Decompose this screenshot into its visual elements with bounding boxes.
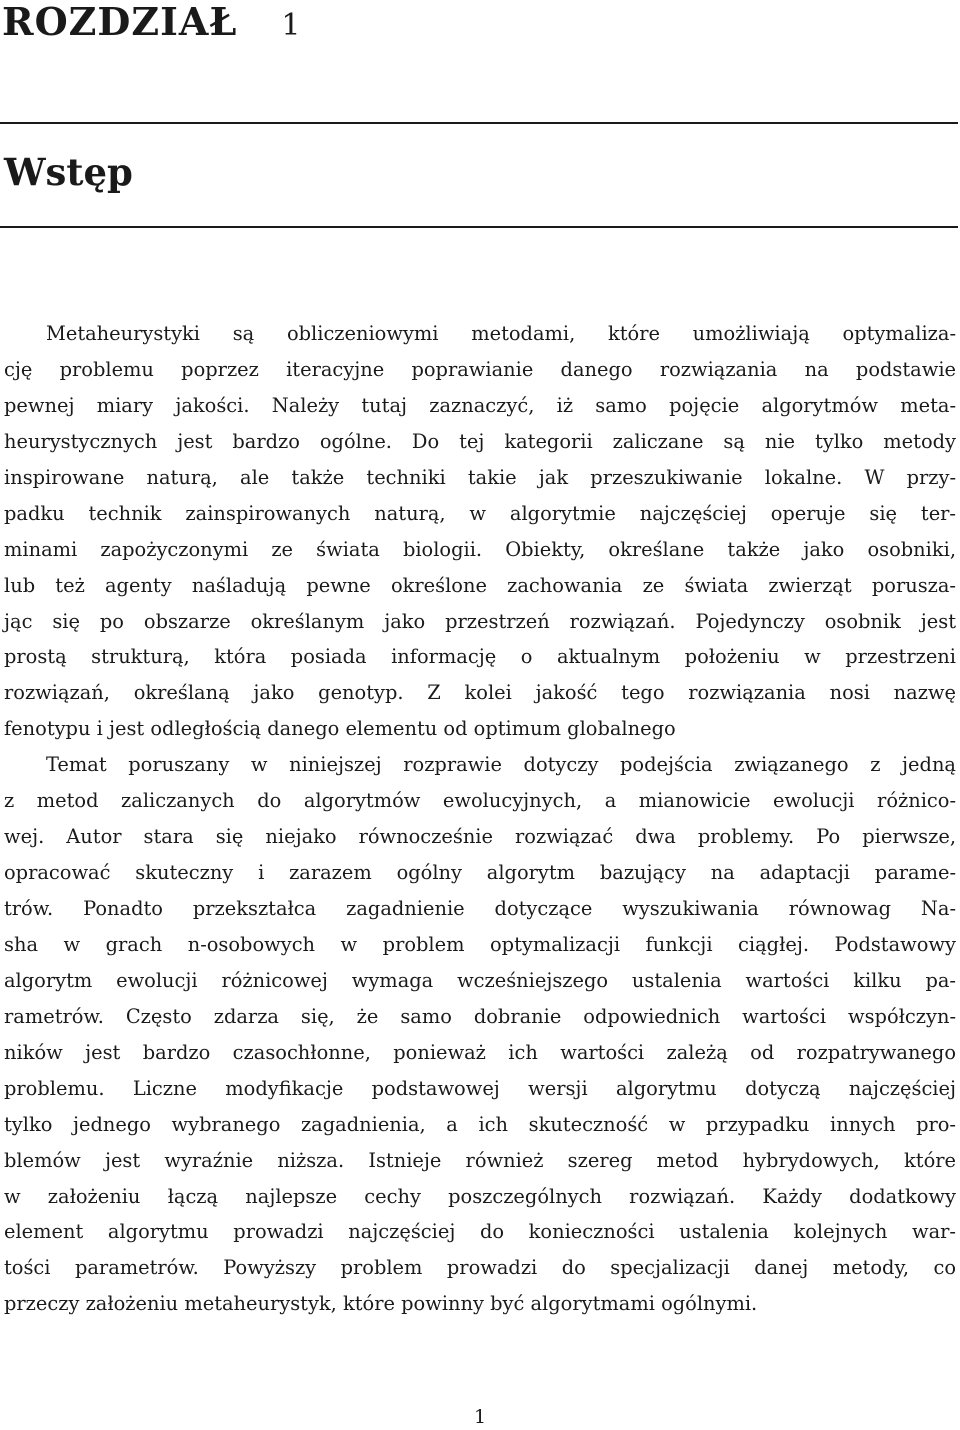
top-rule bbox=[0, 122, 958, 124]
bottom-rule bbox=[0, 226, 958, 228]
text-line: z metod zaliczanych do algorytmów ewolucyjnych, a mianowicie ewolucji różnico- bbox=[4, 789, 956, 813]
text-line: inspirowane naturą, ale także techniki takie jak przeszukiwanie lokalne. W przy- bbox=[4, 465, 956, 489]
text-line: blemów jest wyraźnie niższa. Istnieje również szereg metod hybrydowych, które bbox=[4, 1148, 956, 1172]
chapter-number: 1 bbox=[281, 8, 302, 43]
text-line: sha w grach n-osobowych w problem optymalizacji funkcji ciągłej. Podstawowy bbox=[4, 932, 956, 956]
text-line: element algorytmu prowadzi najczęściej do konieczności ustalenia kolejnych war- bbox=[4, 1220, 956, 1244]
chapter-label: ROZDZIAŁ bbox=[2, 0, 238, 44]
text-line: jąc się po obszarze określanym jako przestrzeń rozwiązań. Pojedynczy osobnik jest bbox=[4, 609, 956, 633]
text-line: cję problemu poprzez iteracyjne poprawianie danego rozwiązania na podstawie bbox=[4, 357, 956, 381]
text-line: w założeniu łączą najlepsze cechy poszczególnych rozwiązań. Każdy dodatkowy bbox=[4, 1184, 956, 1208]
text-line: prostą strukturą, która posiada informację o aktualnym położeniu w przestrzeni bbox=[4, 645, 956, 669]
text-line: algorytm ewolucji różnicowej wymaga wcześniejszego ustalenia wartości kilku pa- bbox=[4, 968, 956, 992]
body-text bbox=[4, 316, 956, 1322]
section-title: Wstęp bbox=[4, 150, 133, 194]
text-line: trów. Ponadto przekształca zagadnienie dotyczące wyszukiwania równowag Na- bbox=[4, 897, 956, 920]
text-line: problemu. Liczne modyfikacje podstawowej wersji algorytmu dotyczą najczęściej bbox=[4, 1076, 956, 1100]
text-line: ników jest bardzo czasochłonne, ponieważ ich wartości zależą od rozpatrywanego bbox=[4, 1040, 956, 1064]
text-line: heurystycznych jest bardzo ogólne. Do tej kategorii zaliczane są nie tylko metody bbox=[4, 429, 956, 453]
page-number: 1 bbox=[473, 1406, 487, 1428]
text-line: Metaheurystyki są obliczeniowymi metodami, które umożliwiają optymaliza- bbox=[46, 322, 956, 345]
chapter-heading bbox=[2, 0, 301, 48]
text-line: minami zapożyczonymi ze świata biologii. Obiekty, określane także jako osobniki, bbox=[4, 537, 956, 561]
text-line: Temat poruszany w niniejszej rozprawie dotyczy podejścia związanego z jedną bbox=[46, 753, 956, 777]
text-line: padku technik zainspirowanych naturą, w algorytmie najczęściej operuje się ter- bbox=[4, 501, 956, 525]
text-line: rozwiązań, określaną jako genotyp. Z kolei jakość tego rozwiązania nosi nazwę bbox=[4, 681, 956, 705]
text-line: opracować skuteczny i zarazem ogólny algorytm bazujący na adaptacji parame- bbox=[4, 861, 956, 885]
text-line: tylko jednego wybranego zagadnienia, a ich skuteczność w przypadku innych pro- bbox=[4, 1112, 956, 1136]
text-line: rametrów. Często zdarza się, że samo dobranie odpowiednich wartości współczyn- bbox=[4, 1004, 956, 1028]
text-line: lub też agenty naśladują pewne określone zachowania ze świata zwierząt porusza- bbox=[4, 573, 956, 597]
text-line: fenotypu i jest odległością danego elementu od optimum globalnego bbox=[4, 717, 676, 741]
text-line: wej. Autor stara się niejako równocześnie rozwiązać dwa problemy. Po pierwsze, bbox=[4, 825, 956, 849]
text-line: przeczy założeniu metaheurystyk, które powinny być algorytmami ogólnymi. bbox=[4, 1292, 758, 1316]
text-line: pewnej miary jakości. Należy tutaj zaznaczyć, iż samo pojęcie algorytmów meta- bbox=[4, 393, 956, 417]
text-line: tości parametrów. Powyższy problem prowadzi do specjalizacji danej metody, co bbox=[4, 1256, 956, 1280]
